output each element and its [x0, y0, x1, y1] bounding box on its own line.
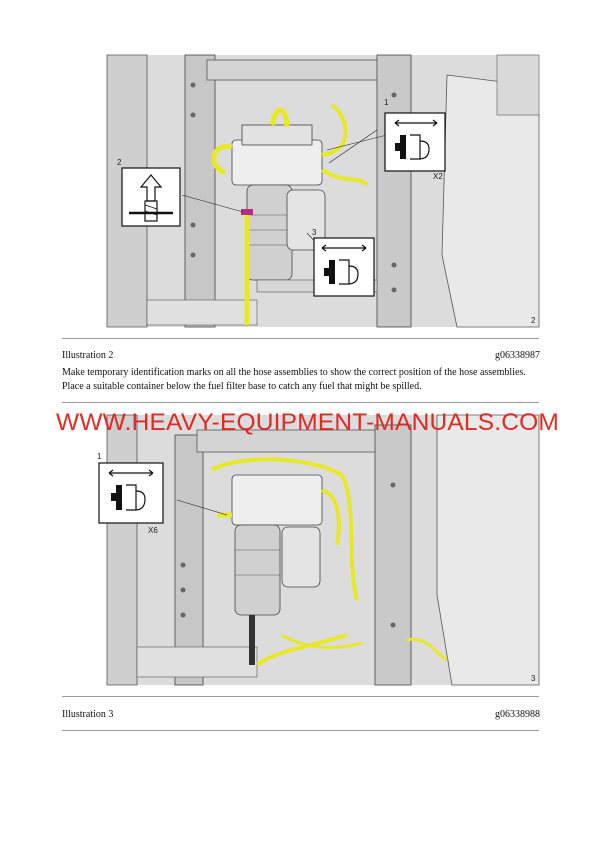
illustration-3-figure: [97, 415, 539, 685]
illustration-2-code: g06338987: [495, 350, 540, 361]
illustration-2-figure: [107, 55, 539, 327]
divider: [62, 730, 539, 731]
instruction-step-2: Place a suitable container below the fuel filter base to catch any fuel that might be spilled.: [62, 381, 422, 392]
figure-number: 2: [531, 316, 536, 325]
callout-3: 3: [312, 228, 317, 237]
divider: [62, 696, 539, 697]
quantity-label: X2: [433, 172, 443, 181]
callout-1: 1: [384, 98, 389, 107]
disconnect-hose-icon: [314, 238, 374, 296]
engine-fuel-filter-drawing: [107, 55, 539, 327]
disconnect-hose-icon: [99, 463, 163, 523]
illustration-3-label: Illustration 3: [62, 709, 114, 720]
watermark: WWW.HEAVY-EQUIPMENT-MANUALS.COM: [56, 409, 560, 436]
disconnect-hose-icon: [385, 113, 445, 171]
lift-arrow-icon: [122, 168, 180, 226]
engine-fuel-filter-drawing: [97, 415, 539, 685]
divider: [62, 338, 539, 339]
quantity-label: X6: [148, 526, 158, 535]
illustration-2-label: Illustration 2: [62, 350, 114, 361]
divider: [62, 402, 539, 403]
callout-1: 1: [97, 452, 102, 461]
illustration-3-code: g06338988: [495, 709, 540, 720]
callout-2: 2: [117, 158, 122, 167]
instruction-step-1: Make temporary identification marks on all the hose assemblies to show the correct position of the hose assemblies.: [62, 367, 526, 378]
figure-number: 3: [531, 674, 536, 683]
